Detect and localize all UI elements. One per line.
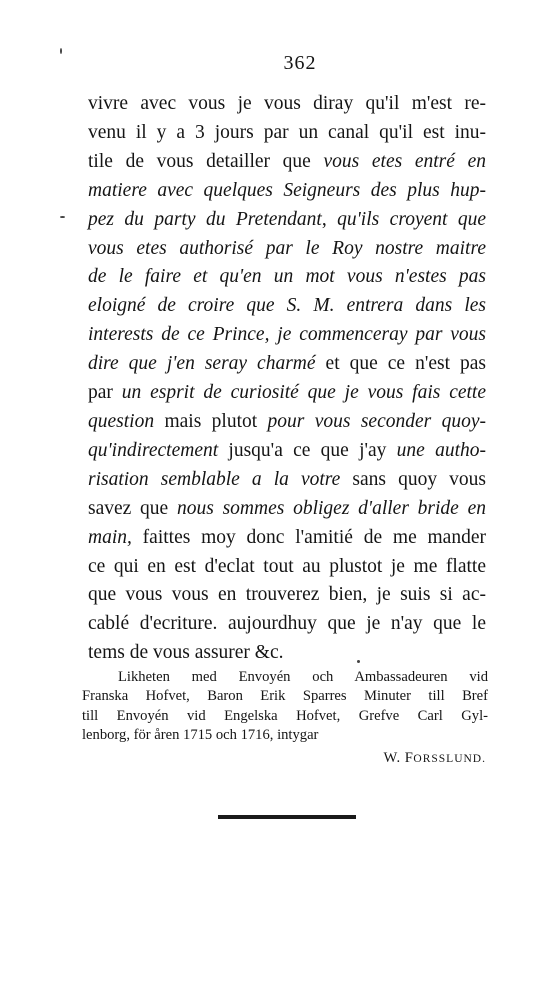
roman-text: tems de vous assurer &c.: [88, 642, 284, 664]
letter-line: [88, 524, 486, 553]
margin-speck: [357, 660, 360, 663]
letter-line: [88, 119, 486, 148]
italic-text: une autho-: [396, 439, 486, 461]
letter-line: [88, 581, 486, 610]
note-line: till Envoyén vid Engelska Hofvet, Grefve Carl Gyl-: [82, 707, 488, 724]
roman-text: sans quoy vous: [340, 468, 487, 490]
roman-text: jusqu'a ce que j'ay: [218, 439, 397, 461]
italic-text: eloigné de croire que S. M. entrera dans les: [88, 295, 486, 317]
roman-text: venu il y a 3 jours par un canal qu'il est inu-: [88, 121, 486, 143]
italic-text: nous sommes obligez d'aller bride en: [176, 497, 486, 519]
letter-line: [88, 495, 486, 524]
letter-line: [88, 235, 486, 264]
note-line: Franska Hofvet, Baron Erik Sparres Minuter till Bref: [82, 688, 488, 705]
letter-line: [88, 437, 486, 466]
italic-text: pour vous seconder quoy-: [267, 410, 486, 432]
italic-text: interests de ce Prince, je commenceray par vous: [88, 324, 486, 346]
letter-line: [88, 321, 486, 350]
letter-line: [88, 408, 486, 437]
italic-text: un esprit de curiosité que je vous fais cette: [121, 382, 486, 404]
roman-text: que vous vous en trouverez bien, je suis si ac-: [88, 584, 486, 606]
signature: [384, 750, 486, 767]
roman-text: mais plutot: [154, 410, 268, 432]
italic-text: de le faire et qu'en un mot vous n'estes pas: [88, 266, 486, 288]
letter-line: [88, 148, 486, 177]
roman-text: faittes moy donc l'amitié de me mander: [131, 526, 486, 548]
roman-text: tile de vous detailler que: [88, 150, 324, 172]
italic-text: question: [88, 410, 155, 432]
italic-text: matiere avec quelques Seigneurs des plus hup-: [88, 179, 486, 201]
letter-line: [88, 177, 486, 206]
roman-text: par: [88, 382, 122, 404]
letter-line: [88, 206, 486, 235]
italic-text: vous etes authorisé par le Roy nostre maitre: [88, 237, 486, 259]
italic-text: qu'ils croyent que: [337, 208, 487, 230]
letter-line: [88, 466, 486, 495]
letter-line: [88, 292, 486, 321]
signature-surname: ORSSLUND.: [413, 753, 486, 765]
margin-speck: [60, 216, 65, 218]
letter-line: [88, 90, 486, 119]
italic-text: risation semblable a la votre: [88, 468, 341, 490]
closing-rule: [218, 815, 356, 819]
letter-line: [88, 379, 486, 408]
roman-text: vivre avec vous je vous diray qu'il m'est re-: [88, 93, 486, 114]
margin-speck: [60, 48, 62, 54]
italic-text: vous etes entré en: [323, 150, 486, 172]
attestation-note: [82, 668, 488, 746]
roman-text: savez que: [88, 497, 177, 519]
italic-text: pez du party du Pretendant: [88, 208, 322, 230]
letter-line: [88, 553, 486, 582]
italic-text: main,: [88, 526, 132, 548]
roman-text: cablé d'ecriture. aujourdhuy que je n'ay que le: [88, 613, 486, 635]
note-line: lenborg, för åren 1715 och 1716, intygar: [82, 727, 319, 744]
note-line: Likheten med Envoyén och Ambassadeuren vid: [118, 669, 488, 685]
letter-text: [88, 90, 486, 668]
signature-initial: W. F: [383, 750, 414, 766]
roman-text: et que ce n'est pas: [315, 353, 486, 375]
italic-text: qu'indirectement: [88, 439, 219, 461]
letter-line: [88, 350, 486, 379]
roman-text: ,: [321, 208, 338, 230]
roman-text: ce qui en est d'eclat tout au plustot je me flatte: [88, 555, 486, 577]
italic-text: dire que j'en seray charmé: [88, 353, 316, 375]
letter-line: [88, 639, 486, 668]
letter-line: [88, 263, 486, 292]
page-number: 362: [283, 52, 317, 74]
letter-line: [88, 610, 486, 639]
